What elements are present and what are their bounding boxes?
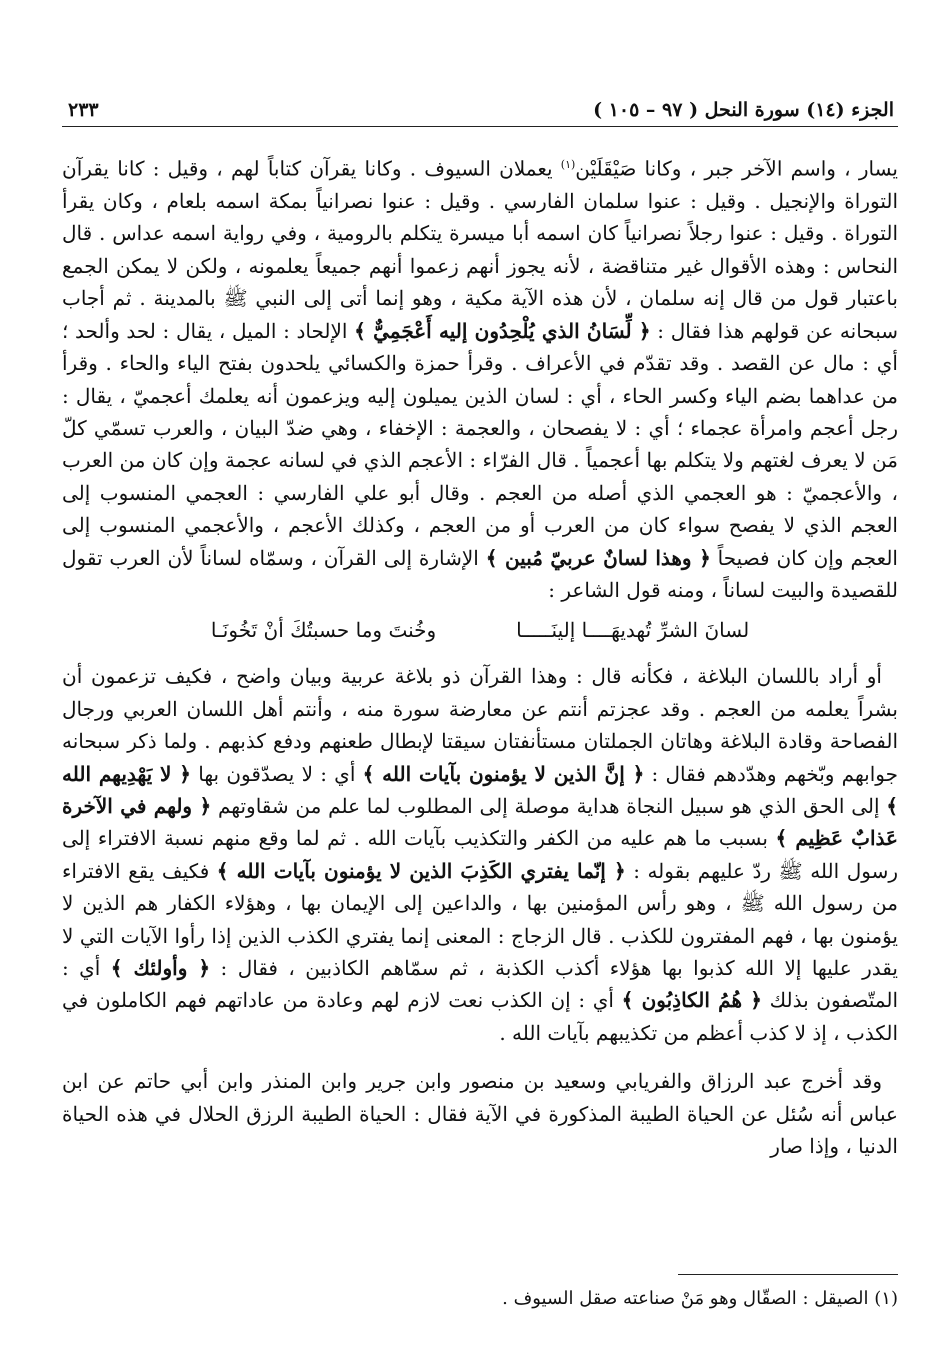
text-run: أي : المتّصفون بذلك bbox=[62, 956, 899, 1013]
page bbox=[62, 96, 898, 1371]
quran-quote: ﴿ لِّسَانُ الذي يُلْحِدُون إليه أَعْجَمِيٌّ ﴾ bbox=[354, 318, 651, 343]
quran-quote: ﴿ وأولئك ﴾ bbox=[110, 956, 211, 980]
footnote-marker: (١) bbox=[560, 158, 576, 171]
text-run: إلى الحق الذي هو سبيل النجاة هداية موصلة إلى المطلوب لما علم من شقاوتهم bbox=[211, 793, 887, 818]
quran-quote: ﴿ وهذا لسانٌ عربيّ مُبين ﴾ bbox=[485, 545, 711, 570]
body-text bbox=[62, 149, 898, 1162]
verse-hemistich-second: وخُنتَ وما حسبتُكَ أنْ تَخُونَـا bbox=[210, 618, 437, 643]
running-header bbox=[62, 96, 898, 127]
quran-quote: ﴿ ولهم في الآخرة عَذابٌ عَظِيم ﴾ bbox=[62, 793, 898, 851]
text-run: أو أراد باللسان البلاغة ، فكأنه قال : وهذا القرآن ذو بلاغة عربية وبيان واضح ، فكيف تزعمون أن بشراً يعلمه من العجم . وقد عجزتم أنتم عن معارضة سورة منه ، وأنتم أهل اللسان العربي ورجال الفصاحة وقادة البلاغة وهاتان الجملتان مستأنفتان سيقتا لإبطال طعنهم ودفع كذبهم . ولما ذكر سبحانه جوابهم وبّخهم وهدّدهم فقال : bbox=[62, 664, 899, 786]
quran-quote: ﴿ إنَّ الذين لا يؤمنون بآيات الله ﴾ bbox=[362, 761, 645, 786]
paragraph-3: وقد أخرج عبد الرزاق والفريابي وسعيد بن منصور وابن جرير وابن المنذر وابن أبي حاتم عن ابن عباس أنه سُئل عن الحياة الطيبة المذكورة في الآية فقال : الحياة الطيبة الرزق الحلال في هذه الحياة الدنيا ، وإذا صار bbox=[62, 1069, 898, 1159]
text-run: الإلحاد : الميل ، يقال : لحد وألحد ؛ أي : مال عن القصد . وقد تقدّم في الأعراف . وقرأ حمزة والكسائي يلحدون بفتح الياء والحاء . وقرأ من عداهما بضم الياء وكسر الحاء ، أي : لسان الذين يميلون إليه ويزعمون أنه يعلمك أعجميّ ، يقال : رجل أعجم وامرأة عجماء ؛ أي : لا يفصحان ، والعجمة : الإخفاء ، وهي ضدّ البيان ، والعرب تسمّي كلّ مَن لا يعرف لغتهم ولا يتكلم بها أعجمياً . قال الفرّاء : الأعجم الذي في لسانه عجمة وإن كان من العرب ، والأعجميّ : هو العجمي الذي أصله من العجم . وقال أبو علي الفارسي : العجمي المنسوب إلى العجم الذي لا يفصح سواء كان من العرب أو من العجم ، وكذلك الأعجم ، والأعجمي المنسوب إلى العجم وإن كان فصيحاً bbox=[62, 318, 898, 570]
quran-quote: ﴿ إنّما يفتري الكَذِبَ الذين لا يؤمنون بآيات الله ﴾ bbox=[216, 858, 626, 883]
footnote: (١) الصيقل : الصقّال وهو مَنْ صناعته صقل السيوف . bbox=[502, 1288, 898, 1309]
quran-quote: ﴿ هُمُ الكاذِبُون ﴾ bbox=[621, 988, 762, 1013]
text-run: يسار ، واسم الآخر جبر ، وكانا صَيْقَلَيْن bbox=[575, 156, 898, 181]
header-title: الجزء (١٤) سورة النحل ( ٩٧ – ١٠٥ ) bbox=[593, 99, 894, 121]
poetry-verse bbox=[62, 614, 898, 646]
text-run: أي : لا يصدّقون بها bbox=[191, 761, 363, 786]
page-number: ٢٣٣ bbox=[68, 99, 99, 121]
text-run: فكيف يقع الافتراء من رسول الله ﷺ ، وهو رأس المؤمنين بها ، والداعين إلى الإيمان بها ، وهؤلاء الكفار هم الذين لا يؤمنون بها ، فهم المفترون للكذب . قال الزجاج : المعنى إنما يفتري الكذب الذين إذا رأوا الآيات التي لا يقدر عليها إلا الله كذبوا بها هؤلاء أكذب الكذبة ، ثم سمّاهم الكاذبين ، فقال : bbox=[62, 858, 898, 980]
paragraph-1 bbox=[62, 149, 898, 606]
text-run: الإشارة إلى القرآن ، وسمّاه لساناً لأن العرب تقول للقصيدة والبيت لساناً ، ومنه قول الشاعر : bbox=[62, 545, 898, 602]
text-run: يعملان السيوف . وكانا يقرآن كتاباً لهم ، وقيل : كانا يقرآن التوراة والإنجيل . وقيل : عنوا سلمان الفارسي . وقيل : عنوا نصرانياً بمكة اسمه بلعام ، وكان يقرأ التوراة . وقيل : عنوا رجلاً نصرانياً كان اسمه أبا ميسرة يتكلم بالرومية ، وفي رواية اسمه عداس . قال النحاس : وهذه الأقوال غير متناقضة ، لأنه يجوز أنهم زعموا أنهم جميعاً يعلمونه ، ولكن لا يمكن الجمع باعتبار قول من قال إنه سلمان ، لأن هذه الآية مكية ، وهو إنما أتى إلى النبي ﷺ بالمدينة . ثم أجاب سبحانه عن قولهم هذا فقال : bbox=[62, 156, 898, 343]
verse-hemistich-first: لسانَ الشرِّ تُهديهَــــا إلينَـــــا bbox=[516, 618, 750, 643]
text-run: أي : إن الكذب نعت لازم لهم وعادة من عاداتهم فهم الكاملون في الكذب ، إذ لا كذب أعظم من تكذيبهم بآيات الله . bbox=[62, 988, 898, 1045]
text-run: بسبب ما هم عليه من الكفر والتكذيب بآيات الله . ثم لما وقع منهم نسبة الافتراء إلى رسول الله ﷺ ردّ عليهم بقوله : bbox=[62, 826, 898, 883]
footnote-divider bbox=[678, 1274, 898, 1275]
paragraph-2 bbox=[62, 660, 898, 1049]
quran-quote: ﴿ لا يَهْدِيهم الله ﴾ bbox=[62, 761, 898, 818]
